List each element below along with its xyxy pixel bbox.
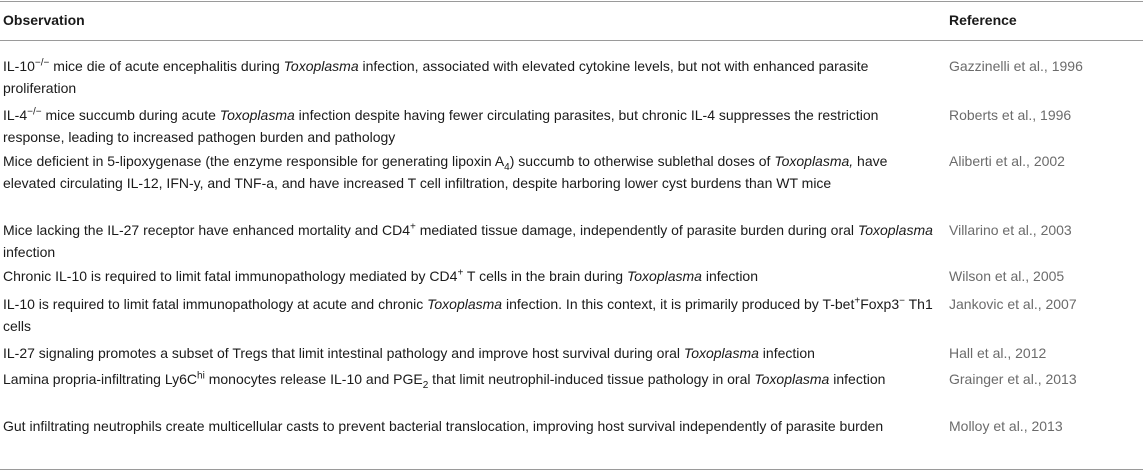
text: Th1 cells [3,296,933,334]
header-reference: Reference [949,12,1017,28]
reference-cell: Wilson et al., 2005 [949,268,1065,284]
text: Gut infiltrating neutrophils create multicellular casts to prevent bacterial translocation, improving host survival independently of parasite burden [3,418,884,434]
organism-name: Toxoplasma [857,222,933,238]
subscript: 4 [504,161,510,173]
reference-cell: Villarino et al., 2003 [949,222,1072,238]
superscript: + [410,221,416,233]
observation-cell [3,368,933,390]
observation-cell [3,150,933,194]
organism-name: Toxoplasma [754,371,830,387]
observation-cell [3,219,933,263]
organism-name: Toxoplasma [626,268,702,284]
superscript: hi [197,370,205,382]
text: mediated tissue damage, independently of parasite burden during oral [415,222,858,238]
header-rule [0,40,1143,41]
text: IL-4 [3,107,28,123]
reference-cell: Grainger et al., 2013 [949,371,1077,387]
observation-cell [3,415,933,437]
text: IL-27 signaling promotes a subset of Tregs that limit intestinal pathology and improve host survival during oral [3,345,684,361]
subscript: 2 [422,379,429,391]
text: infection [829,371,886,387]
text: ) succumb to otherwise sublethal doses of [509,153,775,169]
table-top-rule [0,1,1143,2]
observation-cell [3,293,933,337]
organism-name: Toxoplasma, [774,153,854,169]
text: mice succumb during acute [41,107,220,123]
reference-cell: Roberts et al., 1996 [949,107,1072,123]
text: infection, associated with elevated cytokine levels, but not with enhanced parasite proliferation [3,58,869,96]
reference-cell: Jankovic et al., 2007 [949,296,1077,312]
text: infection. In this context, it is primarily produced by T-bet [502,296,855,312]
text: that limit neutrophil-induced tissue pathology in oral [428,371,755,387]
superscript: − [899,295,905,307]
text: infection [701,268,759,284]
table-bottom-rule [0,469,1143,470]
text: Mice lacking the IL-27 receptor have enhanced mortality and CD4 [3,222,410,238]
text: monocytes release IL-10 and PGE [204,371,423,387]
superscript: + [854,295,861,307]
organism-name: Toxoplasma [283,58,359,74]
observation-cell [3,342,933,364]
superscript: −/− [27,106,42,118]
reference-cell: Hall et al., 2012 [949,345,1047,361]
observation-cell [3,104,933,148]
reference-cell: Molloy et al., 2013 [949,418,1063,434]
text: Lamina propria-infiltrating Ly6C [3,371,198,387]
text: have elevated circulating IL-12, IFN-y, and TNF-a, and have increased T cell infiltration, despite harboring lower cyst burdens than WT mice [3,153,888,191]
superscript: + [457,267,464,279]
text: IL-10 is required to limit fatal immunopathology at acute and chronic [3,296,428,312]
observation-cell [3,55,933,99]
text: Chronic IL-10 is required to limit fatal immunopathology mediated by CD4 [3,268,458,284]
header-observation: Observation [3,12,85,28]
reference-cell: Aliberti et al., 2002 [949,153,1065,169]
text: T cells in the brain during [463,268,627,284]
text: Mice deficient in 5-lipoxygenase (the enzyme responsible for generating lipoxin A [3,153,505,169]
text: infection [758,345,815,361]
reference-cell: Gazzinelli et al., 1996 [949,58,1083,74]
text: Foxp3 [860,296,900,312]
organism-name: Toxoplasma [683,345,759,361]
superscript: −/− [34,57,50,69]
text: infection despite having fewer circulating parasites, but chronic IL-4 suppresses the restriction response, leading to increased pathogen burden and pathology [3,107,879,145]
organism-name: Toxoplasma [427,296,503,312]
text: infection [3,244,56,260]
organism-name: Toxoplasma [219,107,295,123]
observation-cell [3,265,933,287]
text: IL-10 [3,58,35,74]
text: mice die of acute encephalitis during [49,58,284,74]
